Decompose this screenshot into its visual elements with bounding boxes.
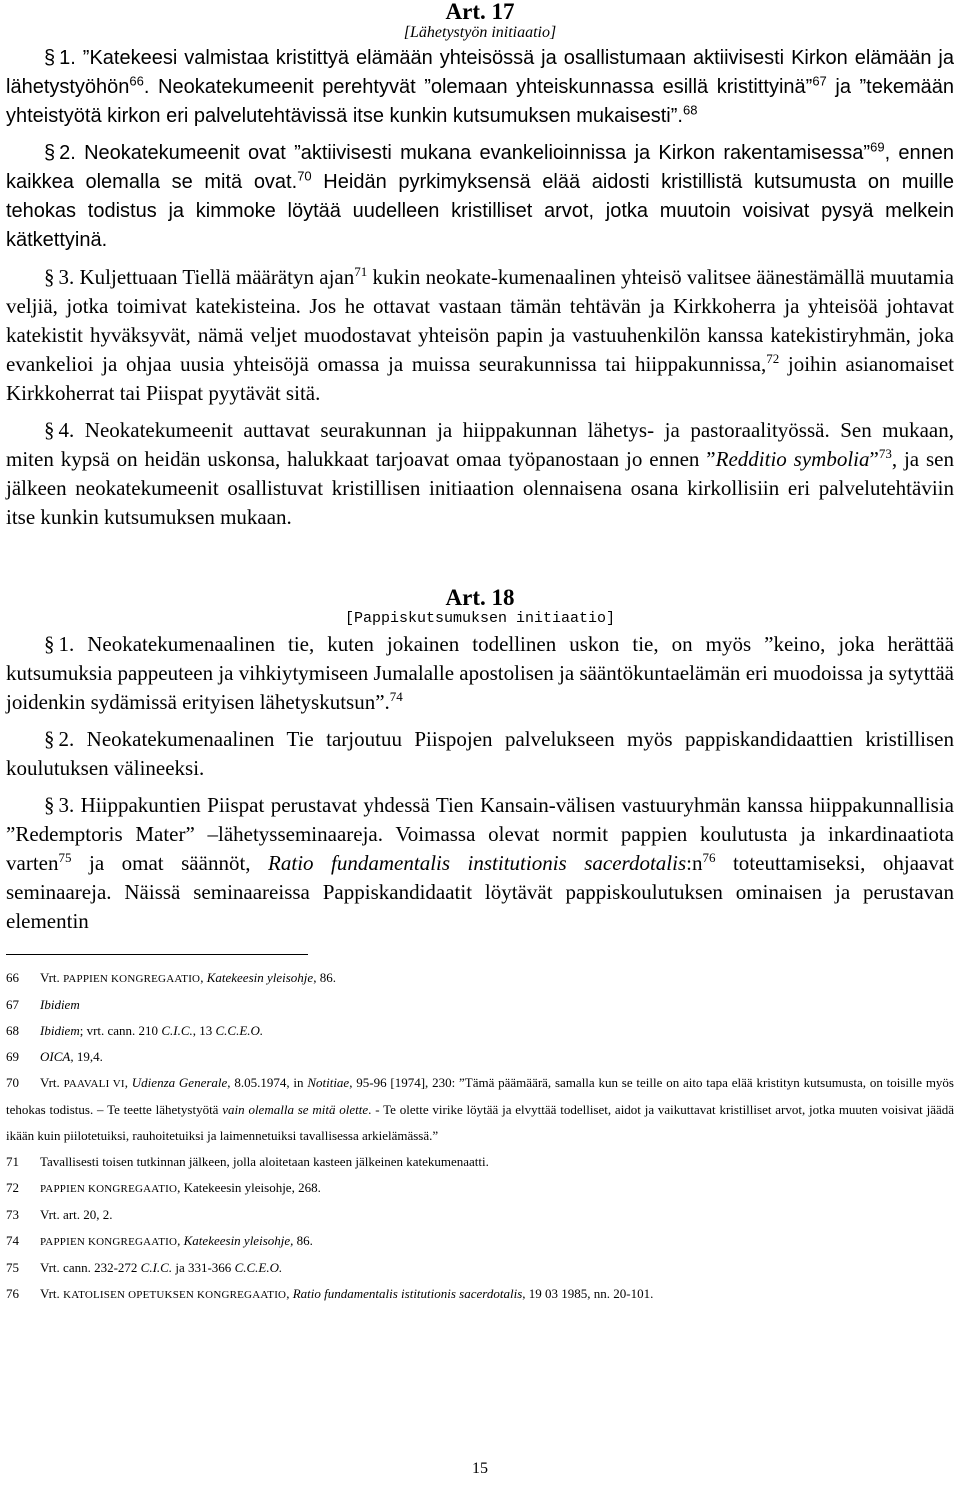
section-sign: §: [44, 47, 56, 69]
footnote-74: 74 PAPPIEN KONGREGAATIO, Katekeesin yleisohje, 86.: [6, 1233, 313, 1248]
footnote-ref-66[interactable]: 66: [129, 73, 144, 89]
footnote-ref-68[interactable]: 68: [682, 102, 698, 118]
footnote-ref-75[interactable]: 75: [58, 850, 72, 865]
art18-paragraph-3: § 3. Hiippakuntien Piispat perustavat yhdessä Tien Kansain-välisen vastuuryhmän kanssa hiippakunnallisia ”Redemptoris Mater” –lähetysseminaareja. Voimassa olevat normit pappien koulutusta ja inkardinaatiota varten$^{75}$ ja omat säännöt, Ratio fundamentalis institutionis $sacerdotalis:n^{76}$ toteuttamiseksi, ohjaavat seminaareja. Näissä seminaareissa Pappiskandidaatit löytävät pappiskoulutuksen ominaisen ja perustavan elementin: [6, 793, 955, 933]
section-sign: §: [44, 418, 55, 442]
section-sign: §: [44, 727, 55, 751]
article-17: [6, 0, 954, 532]
section-sign: §: [44, 142, 56, 164]
footnote-71: 71 Tavallisesti toisen tutkinnan jälkeen, jolla aloitetaan kasteen jälkeinen katekumenaatti.: [6, 1154, 489, 1169]
art17-paragraph-3: § 3. Kuljettuaan Tiellä määrätyn ajan$^{71}$ kukin neokate-kumenaalinen yhteisö valitsee äänestämällä muutamia veljiä, jotka toimivat katekisteina. Jos he ottavat vastaan tämän tehtävän ja Kirkkoherra ja yhteisöä johtavat katekistit hyväksyvät, nämä veljet muodostavat yhteisön papin ja vastuuhenkilön kanssa katekistiryhmän, joka evankelioi ja ohjaa uusia yhteisöjä omassa ja muissa seurakunnissa tai hiippakunnissa,$^{72}$ joihin asianomaiset Kirkkoherrat tai Piispat pyytävät sitä.: [6, 264, 954, 405]
footnote-ref-74[interactable]: 74: [389, 689, 403, 704]
footnotes: [6, 965, 954, 1308]
footnote-66: 66 Vrt. PAPPIEN KONGREGAATIO, Katekeesin yleisohje, 86.: [6, 970, 336, 985]
footnote-76: 76 Vrt. KATOLISEN OPETUKSEN KONGREGAATIO, Ratio fundamentalis istitutionis sacerdotalis, 19 03 1985, nn. 20-101.: [6, 1286, 654, 1301]
section-sign: §: [44, 632, 55, 656]
section-sign: §: [44, 265, 55, 289]
footnote-ref-73[interactable]: 73: [878, 446, 892, 461]
footnote-69: 69 OICA, 19,4.: [6, 1049, 103, 1064]
article-17-title: Art. 17: [445, 0, 515, 24]
footnote-ref-72[interactable]: 72: [766, 351, 780, 366]
article-18-title: Art. 18: [445, 585, 515, 610]
page-number: 15: [472, 1460, 488, 1477]
footnote-72: 72 PAPPIEN KONGREGAATIO, Katekeesin yleisohje, 268.: [6, 1180, 321, 1195]
footnote-75: 75 Vrt. cann. 232-272 C.I.C. ja 331-366 C.C.E.O.: [6, 1260, 283, 1275]
article-18-subtitle: [Pappiskutsumuksen initiaatio]: [344, 610, 616, 627]
article-17-subtitle: [Lähetystyön initiaatio]: [403, 24, 557, 41]
section-sign: §: [44, 793, 55, 817]
footnote-ref-76[interactable]: 76: [702, 850, 716, 865]
footnote-73: 73 Vrt. art. 20, 2.: [6, 1207, 113, 1222]
footnote-divider: [6, 954, 308, 955]
footnote-ref-70[interactable]: 70: [297, 168, 312, 184]
footnote-ref-69[interactable]: 69: [870, 139, 885, 155]
art18-paragraph-2: § 2. Neokatekumenaalinen Tie tarjoutuu Piispojen palvelukseen myös pappiskandidaattien kristillisen koulutuksen välineeksi.: [6, 727, 954, 780]
art17-paragraph-2: § 2. Neokatekumeenit ovat ”aktiivisesti mukana evankelioinnissa ja Kirkon rakentamisessa”$^{69}$, ennen kaikkea olemalla se mitä ovat.$^{70}$ Heidän pyrkimyksensä elää aidosti kristillistä kutsumusta on muille tehokas todistus ja kimmoke löytää uudelleen kristilliset arvot, jotka muutoin voisivat pysyä melkein kätkettyinä.: [6, 139, 955, 251]
footnote-68: 68 Ibidiem; vrt. cann. 210 C.I.C., 13 C.C.E.O.: [6, 1023, 264, 1038]
art18-paragraph-1: § 1. Neokatekumenaalinen tie, kuten jokainen todellinen uskon tie, on myös ”keino, joka herättää kutsumuksia pappeuteen ja vihkiytymiseen Jumalalle apostolisen ja sääntökuntaelämän eri muodoissa ja sytyttää joidenkin sydämissä erityisen lähetyskutsun”.$^{74}$: [6, 632, 954, 714]
art17-paragraph-1: § 1. ”Katekeesi valmistaa kristittyä elämään yhteisössä ja osallistumaan aktiivisesti Kirkon elämään ja lähetystyöhön$^{66}$. Neokatekumeenit perehtyvät ”olemaan yhteiskunnassa esillä kristittyinä”$^{67}$ ja ”tekemään yhteistyötä kirkon eri palvelutehtävissä itse kunkin kutsumuksen mukaisesti”.$^{68}$: [6, 47, 955, 127]
footnote-ref-71[interactable]: 71: [354, 264, 368, 279]
art17-paragraph-4: § 4. Neokatekumeenit auttavat seurakunnan ja hiippakunnan lähetys- ja pastoraalityössä. Sen mukaan, miten kypsä on heidän uskonsa, halukkaat tarjoavat omaa työpanostaan jo ennen ”Redditio symbolia”$^{73}$, ja sen jälkeen neokatekumeenit osallistuvat kristillisen initiaation olennaisena osana kirkollisiin eri palvelutehtäviin itse kunkin kutsumuksen mukaan.: [6, 418, 954, 529]
footnote-ref-67[interactable]: 67: [812, 73, 827, 89]
footnote-67: 67 Ibidiem: [6, 997, 80, 1012]
article-18: [6, 586, 954, 936]
footnote-70: 70 Vrt. PAAVALI VI, Udienza Generale, 8.05.1974, in Notitiae, 95-96 [1974], 230: ”Tämä päämäärä, samalla kun se teille on aito tapa elää kristityn kutsumusta, on toisille myös tehokas todistus. – Te teette lähetystyötä vain olemalla se mitä olette. - Te olette virike löytää ja elvyttää todelliset, aidot ja vaikuttavat kristilliset arvot, jotka muuten voisivat jäädä ikään kuin piilotetuiksi, rauhoitetuiksi ja laimennetuiksi tavallisessa arkielämässä.”: [6, 1075, 955, 1143]
